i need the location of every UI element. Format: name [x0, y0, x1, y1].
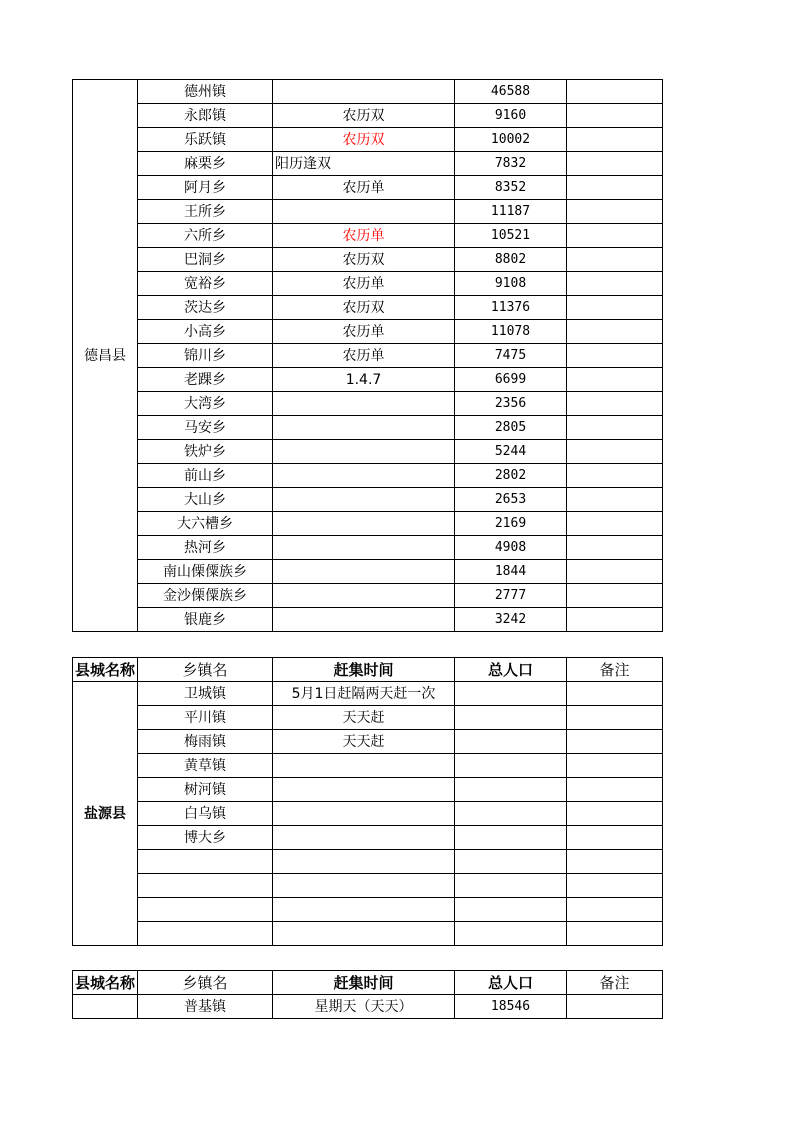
population-cell: 8802: [455, 248, 567, 272]
note-cell: [567, 416, 663, 440]
population-cell: 10002: [455, 128, 567, 152]
schedule-cell: [273, 512, 455, 536]
schedule-cell: [273, 488, 455, 512]
note-cell: [567, 850, 663, 874]
town-cell: 麻栗乡: [138, 152, 273, 176]
schedule-cell: [273, 560, 455, 584]
population-cell: [455, 778, 567, 802]
population-cell: 7832: [455, 152, 567, 176]
table-3: [72, 970, 663, 1019]
note-cell: [567, 488, 663, 512]
table-row: [73, 224, 663, 248]
header-county: 县城名称: [73, 971, 138, 995]
schedule-cell: 农历单: [273, 272, 455, 296]
table-row: [73, 898, 663, 922]
schedule-cell: 1.4.7: [273, 368, 455, 392]
schedule-cell: 星期天（天天）: [273, 995, 455, 1019]
county-cell: [73, 995, 138, 1019]
note-cell: [567, 296, 663, 320]
schedule-cell: 阳历逢双: [273, 152, 455, 176]
note-cell: [567, 368, 663, 392]
town-cell: [138, 922, 273, 946]
town-cell: 小高乡: [138, 320, 273, 344]
town-cell: 阿月乡: [138, 176, 273, 200]
header-town: 乡镇名: [138, 971, 273, 995]
table-row: [73, 608, 663, 632]
town-cell: 树河镇: [138, 778, 273, 802]
note-cell: [567, 224, 663, 248]
town-cell: 乐跃镇: [138, 128, 273, 152]
schedule-cell: 5月1日赶隔两天赶一次: [273, 682, 455, 706]
town-cell: 银鹿乡: [138, 608, 273, 632]
table-row: [73, 152, 663, 176]
note-cell: [567, 128, 663, 152]
note-cell: [567, 826, 663, 850]
note-cell: [567, 536, 663, 560]
note-cell: [567, 512, 663, 536]
note-cell: [567, 80, 663, 104]
population-cell: [455, 850, 567, 874]
town-cell: 大六槽乡: [138, 512, 273, 536]
note-cell: [567, 682, 663, 706]
table-row: [73, 80, 663, 104]
header-town: 乡镇名: [138, 658, 273, 682]
schedule-cell: [273, 922, 455, 946]
population-cell: [455, 898, 567, 922]
note-cell: [567, 584, 663, 608]
schedule-cell: 农历双: [273, 104, 455, 128]
table-row: [73, 488, 663, 512]
town-cell: [138, 898, 273, 922]
note-cell: [567, 730, 663, 754]
dechang-table: [72, 79, 663, 632]
population-cell: 11187: [455, 200, 567, 224]
town-cell: 德州镇: [138, 80, 273, 104]
schedule-cell: [273, 416, 455, 440]
population-cell: 5244: [455, 440, 567, 464]
population-cell: 8352: [455, 176, 567, 200]
town-cell: 老踝乡: [138, 368, 273, 392]
table-row: [73, 730, 663, 754]
note-cell: [567, 754, 663, 778]
town-cell: 六所乡: [138, 224, 273, 248]
population-cell: [455, 754, 567, 778]
header-county: 县城名称: [73, 658, 138, 682]
county-cell: 盐源县: [73, 682, 138, 946]
population-cell: [455, 682, 567, 706]
population-cell: 1844: [455, 560, 567, 584]
town-cell: 博大乡: [138, 826, 273, 850]
header-note: 备注: [567, 658, 663, 682]
town-cell: 铁炉乡: [138, 440, 273, 464]
population-cell: [455, 706, 567, 730]
note-cell: [567, 608, 663, 632]
population-cell: 2805: [455, 416, 567, 440]
town-cell: 金沙傈僳族乡: [138, 584, 273, 608]
table-row: [73, 512, 663, 536]
yanyuan-table: [72, 657, 663, 946]
population-cell: 46588: [455, 80, 567, 104]
town-cell: 梅雨镇: [138, 730, 273, 754]
note-cell: [567, 440, 663, 464]
header-note: 备注: [567, 971, 663, 995]
table-row: [73, 778, 663, 802]
population-cell: 9160: [455, 104, 567, 128]
table-body: [73, 682, 663, 946]
table-body: [73, 995, 663, 1019]
population-cell: 4908: [455, 536, 567, 560]
schedule-cell: [273, 874, 455, 898]
schedule-cell: [273, 200, 455, 224]
table-row: [73, 584, 663, 608]
town-cell: 卫城镇: [138, 682, 273, 706]
table-row: [73, 440, 663, 464]
population-cell: 11078: [455, 320, 567, 344]
population-cell: 7475: [455, 344, 567, 368]
table-row: [73, 874, 663, 898]
schedule-cell: 农历单: [273, 224, 455, 248]
table-row: [73, 802, 663, 826]
town-cell: 前山乡: [138, 464, 273, 488]
town-cell: 平川镇: [138, 706, 273, 730]
note-cell: [567, 706, 663, 730]
table-row: [73, 850, 663, 874]
town-cell: 永郎镇: [138, 104, 273, 128]
population-cell: 3242: [455, 608, 567, 632]
table-row: [73, 922, 663, 946]
table-row: [73, 296, 663, 320]
population-cell: 10521: [455, 224, 567, 248]
table-row: [73, 176, 663, 200]
population-cell: 2169: [455, 512, 567, 536]
schedule-cell: [273, 898, 455, 922]
schedule-cell: 农历双: [273, 248, 455, 272]
schedule-cell: [273, 802, 455, 826]
note-cell: [567, 802, 663, 826]
schedule-cell: [273, 826, 455, 850]
header-row: [73, 658, 663, 682]
table-row: [73, 754, 663, 778]
schedule-cell: [273, 608, 455, 632]
table-body: [73, 80, 663, 632]
note-cell: [567, 104, 663, 128]
population-cell: 6699: [455, 368, 567, 392]
population-cell: 9108: [455, 272, 567, 296]
note-cell: [567, 320, 663, 344]
table-row: [73, 104, 663, 128]
table-row: [73, 320, 663, 344]
schedule-cell: [273, 80, 455, 104]
table-row: [73, 464, 663, 488]
population-cell: [455, 802, 567, 826]
note-cell: [567, 344, 663, 368]
schedule-cell: [273, 778, 455, 802]
town-cell: 大山乡: [138, 488, 273, 512]
schedule-cell: 农历单: [273, 320, 455, 344]
population-cell: 2777: [455, 584, 567, 608]
table-row: [73, 200, 663, 224]
town-cell: 马安乡: [138, 416, 273, 440]
town-cell: 普基镇: [138, 995, 273, 1019]
schedule-cell: 农历单: [273, 344, 455, 368]
note-cell: [567, 464, 663, 488]
town-cell: 锦川乡: [138, 344, 273, 368]
population-cell: 2653: [455, 488, 567, 512]
schedule-cell: [273, 754, 455, 778]
schedule-cell: 农历双: [273, 128, 455, 152]
header-row: [73, 971, 663, 995]
table-row: [73, 368, 663, 392]
note-cell: [567, 272, 663, 296]
table-row: [73, 682, 663, 706]
schedule-cell: 农历双: [273, 296, 455, 320]
note-cell: [567, 898, 663, 922]
town-cell: [138, 850, 273, 874]
county-cell: 德昌县: [73, 80, 138, 632]
town-cell: 黄草镇: [138, 754, 273, 778]
schedule-cell: 天天赶: [273, 730, 455, 754]
table-row: [73, 392, 663, 416]
note-cell: [567, 560, 663, 584]
note-cell: [567, 995, 663, 1019]
schedule-cell: [273, 850, 455, 874]
schedule-cell: 农历单: [273, 176, 455, 200]
note-cell: [567, 922, 663, 946]
note-cell: [567, 176, 663, 200]
note-cell: [567, 874, 663, 898]
schedule-cell: [273, 440, 455, 464]
table-row: [73, 272, 663, 296]
population-cell: 18546: [455, 995, 567, 1019]
town-cell: [138, 874, 273, 898]
population-cell: [455, 826, 567, 850]
header-population: 总人口: [455, 971, 567, 995]
note-cell: [567, 152, 663, 176]
note-cell: [567, 392, 663, 416]
town-cell: 南山傈僳族乡: [138, 560, 273, 584]
schedule-cell: [273, 392, 455, 416]
header-schedule: 赶集时间: [273, 658, 455, 682]
table-row: [73, 344, 663, 368]
town-cell: 热河乡: [138, 536, 273, 560]
table-row: [73, 416, 663, 440]
note-cell: [567, 200, 663, 224]
schedule-cell: [273, 584, 455, 608]
population-cell: [455, 730, 567, 754]
population-cell: 2802: [455, 464, 567, 488]
schedule-cell: [273, 536, 455, 560]
schedule-cell: [273, 464, 455, 488]
schedule-cell: 天天赶: [273, 706, 455, 730]
population-cell: [455, 922, 567, 946]
table-row: [73, 128, 663, 152]
town-cell: 白乌镇: [138, 802, 273, 826]
town-cell: 茨达乡: [138, 296, 273, 320]
table-row: [73, 826, 663, 850]
table-row: [73, 706, 663, 730]
population-cell: [455, 874, 567, 898]
town-cell: 大湾乡: [138, 392, 273, 416]
note-cell: [567, 248, 663, 272]
table-row: [73, 560, 663, 584]
town-cell: 王所乡: [138, 200, 273, 224]
table-row: [73, 536, 663, 560]
note-cell: [567, 778, 663, 802]
table-row: [73, 248, 663, 272]
town-cell: 巴洞乡: [138, 248, 273, 272]
population-cell: 11376: [455, 296, 567, 320]
town-cell: 宽裕乡: [138, 272, 273, 296]
header-schedule: 赶集时间: [273, 971, 455, 995]
table-row: [73, 995, 663, 1019]
header-population: 总人口: [455, 658, 567, 682]
population-cell: 2356: [455, 392, 567, 416]
